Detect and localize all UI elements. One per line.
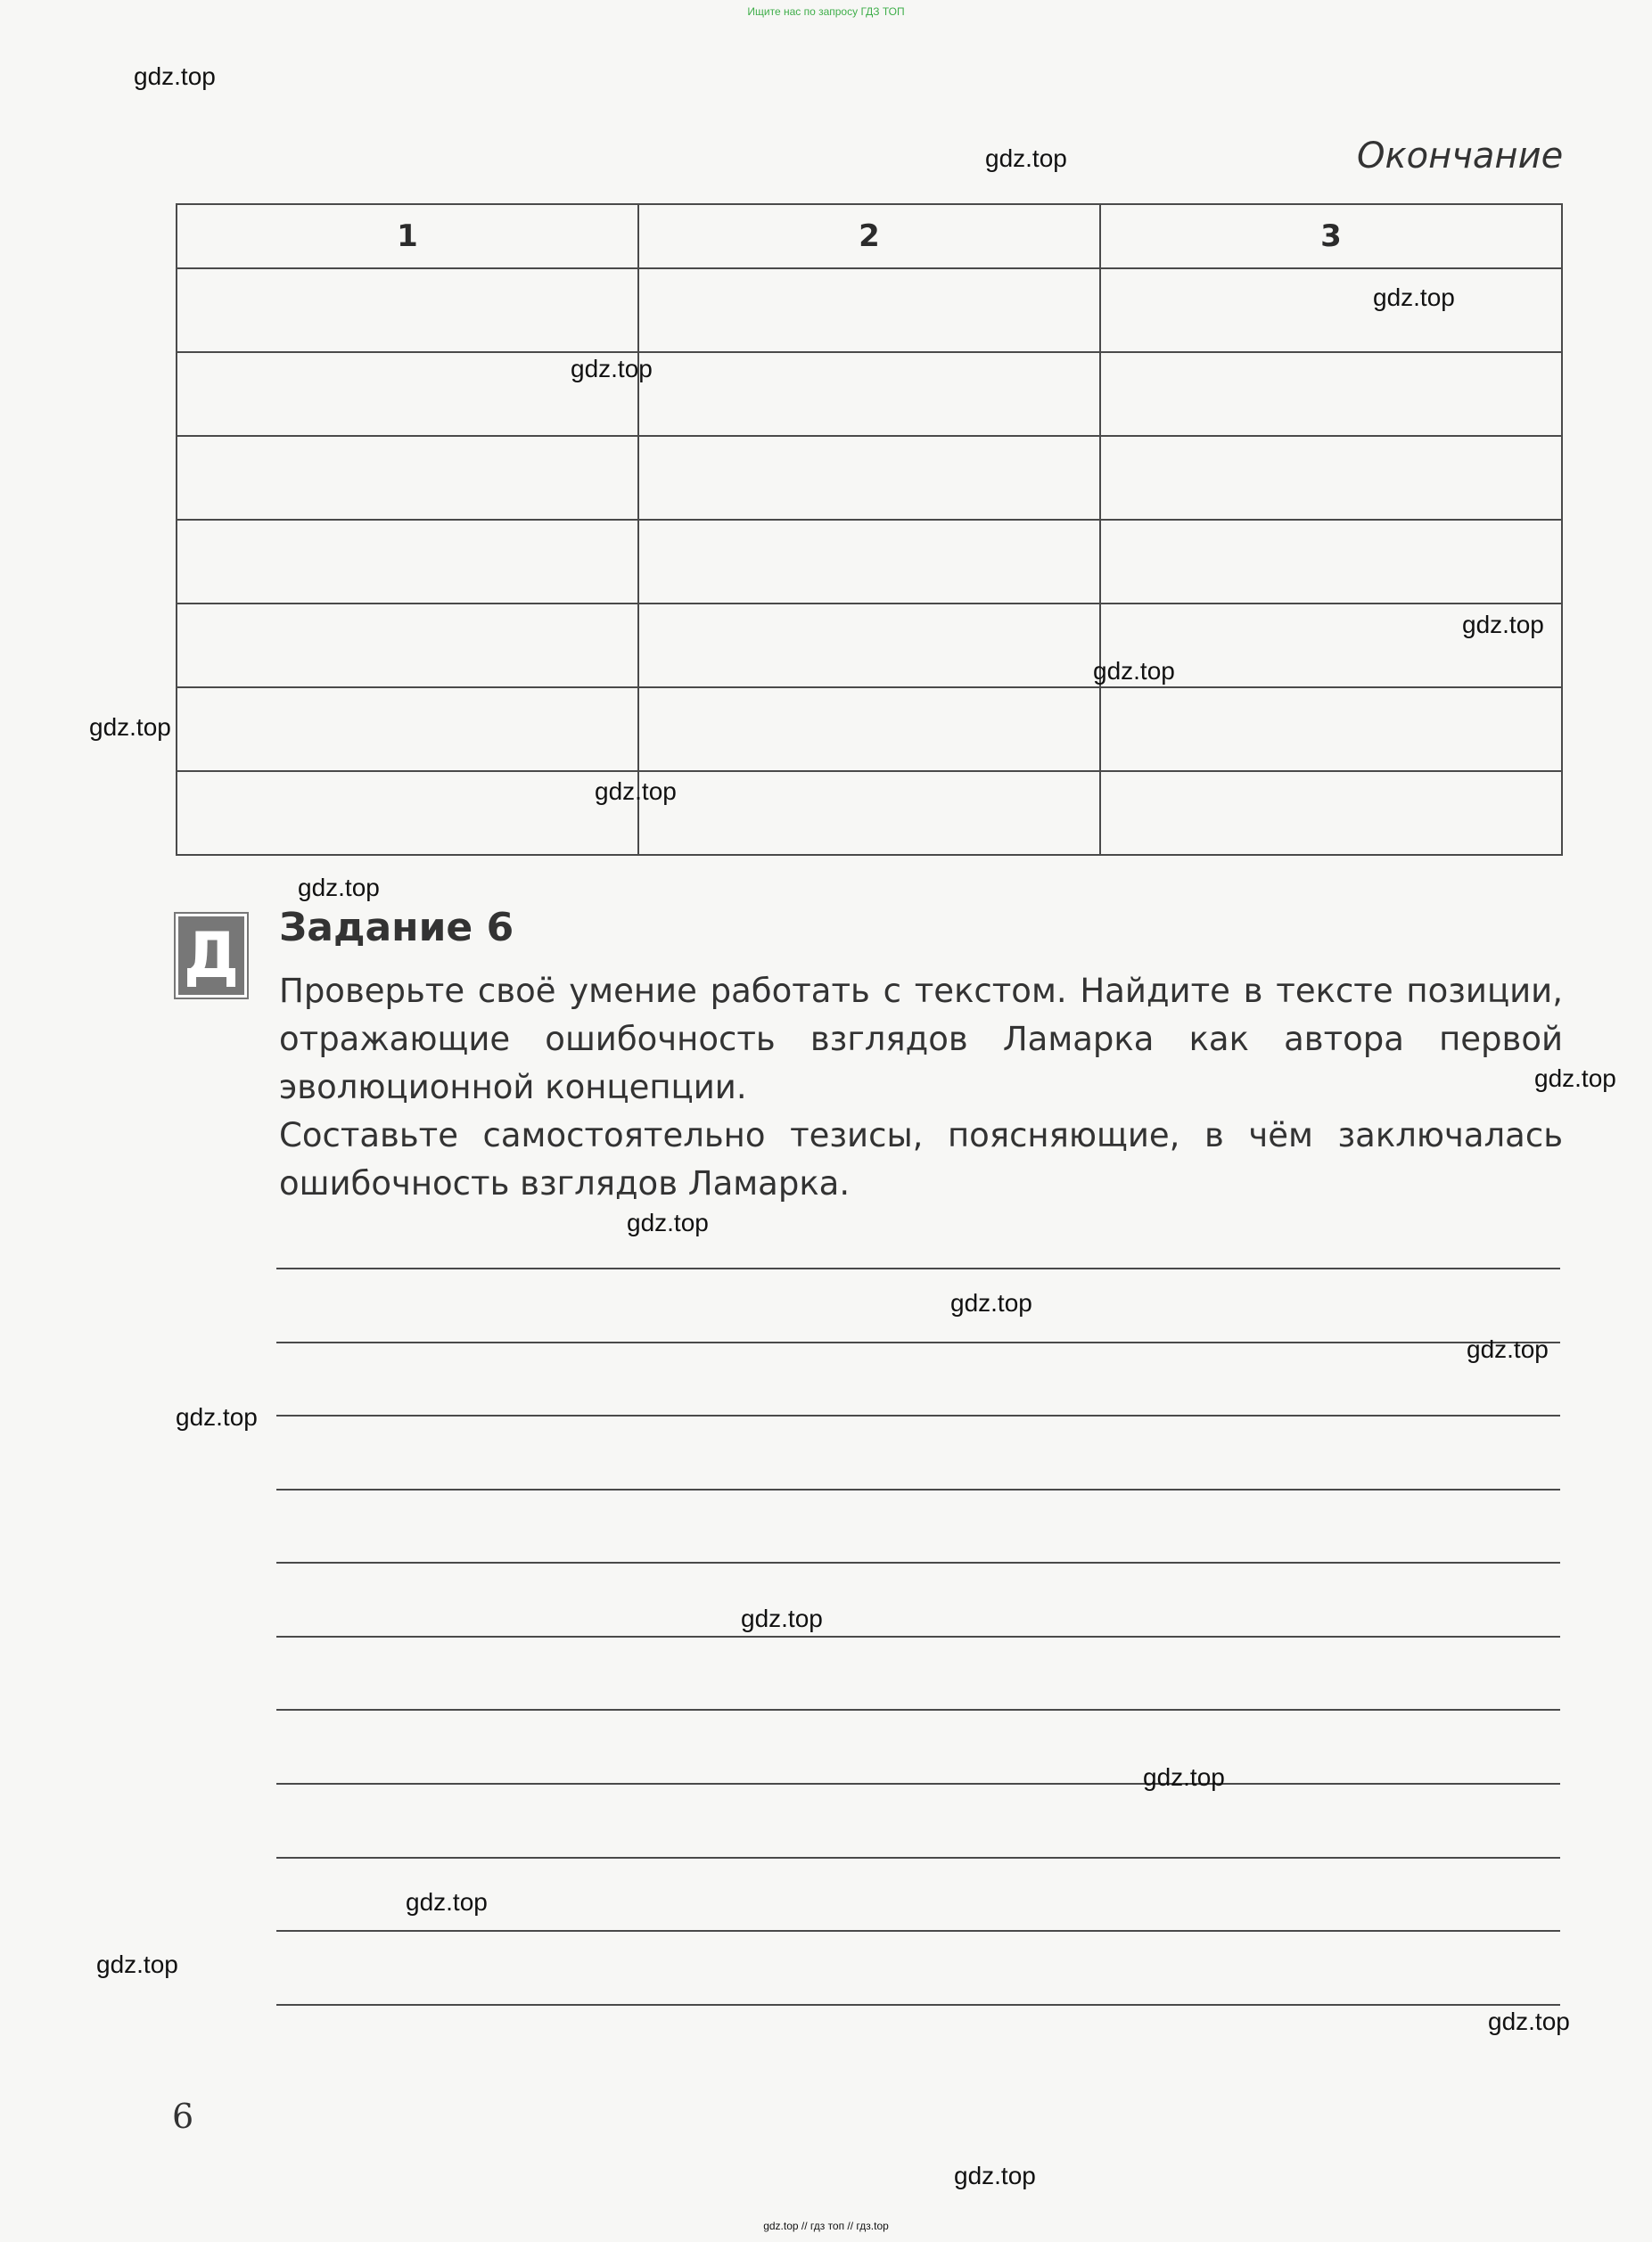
page-number: 6 <box>172 2097 194 2136</box>
table-cell[interactable] <box>1100 268 1562 352</box>
task-instruction-2: Составьте самостоятельно тезисы, поясняющие, в чём заключалась ошибочность взглядов Ламарка. <box>279 1116 1563 1203</box>
watermark: gdz.top <box>134 62 216 90</box>
answer-line[interactable] <box>276 1930 1560 1932</box>
watermark: gdz.top <box>627 1209 709 1236</box>
task-type-marker-icon: Д <box>176 914 247 998</box>
table-header-3: 3 <box>1100 204 1562 268</box>
table-cell[interactable] <box>177 771 638 855</box>
bottom-banner: gdz.top // гдз топ // гдз.top <box>763 2220 889 2232</box>
table-cell[interactable] <box>638 268 1100 352</box>
answer-table <box>176 203 1563 856</box>
answer-line[interactable] <box>276 1342 1560 1343</box>
table-row <box>177 268 1562 352</box>
watermark: gdz.top <box>298 874 380 901</box>
table-row <box>177 687 1562 771</box>
table-cell[interactable] <box>177 687 638 771</box>
answer-line[interactable] <box>276 1636 1560 1638</box>
watermark: gdz.top <box>1373 283 1455 311</box>
table-row <box>177 520 1562 604</box>
watermark: gdz.top <box>595 777 677 805</box>
watermark: gdz.top <box>1534 1064 1616 1092</box>
watermark: gdz.top <box>985 144 1067 172</box>
table-row <box>177 352 1562 436</box>
table-cell[interactable] <box>1100 352 1562 436</box>
answer-line[interactable] <box>276 1415 1560 1417</box>
watermark: gdz.top <box>89 713 171 741</box>
task-title: Задание 6 <box>279 905 514 950</box>
table-header-row <box>177 204 1562 268</box>
answer-line[interactable] <box>276 1857 1560 1859</box>
watermark: gdz.top <box>571 355 653 382</box>
watermark: gdz.top <box>954 2162 1036 2189</box>
table-row <box>177 771 1562 855</box>
table-cell[interactable] <box>638 771 1100 855</box>
table-cell[interactable] <box>177 268 638 352</box>
watermark: gdz.top <box>741 1605 823 1632</box>
watermark: gdz.top <box>1462 611 1544 638</box>
answer-line[interactable] <box>276 2004 1560 2006</box>
watermark: gdz.top <box>1467 1335 1549 1363</box>
table-cell[interactable] <box>177 436 638 520</box>
section-title: Окончание <box>1357 136 1564 177</box>
table-cell[interactable] <box>638 436 1100 520</box>
table-header-2: 2 <box>638 204 1100 268</box>
watermark: gdz.top <box>96 1950 178 1978</box>
table-cell[interactable] <box>638 520 1100 604</box>
watermark: gdz.top <box>1093 657 1175 685</box>
table-cell[interactable] <box>177 520 638 604</box>
table-cell[interactable] <box>1100 687 1562 771</box>
table-cell[interactable] <box>638 687 1100 771</box>
watermark: gdz.top <box>1488 2008 1570 2035</box>
task-instruction: Проверьте своё умение работать с текстом. Найдите в тексте позиции, отражающие ошибочность взглядов Ламарка как автора первой эволюционной концепции. <box>279 972 1563 1106</box>
table-header-1: 1 <box>177 204 638 268</box>
table-cell[interactable] <box>177 604 638 687</box>
answer-line[interactable] <box>276 1268 1560 1269</box>
table-cell[interactable] <box>1100 771 1562 855</box>
top-banner: Ищите нас по запросу ГДЗ ТОП <box>747 5 905 18</box>
table-cell[interactable] <box>1100 436 1562 520</box>
answer-line[interactable] <box>276 1562 1560 1564</box>
table-cell[interactable] <box>177 352 638 436</box>
watermark: gdz.top <box>1143 1763 1225 1791</box>
table-cell[interactable] <box>1100 520 1562 604</box>
watermark: gdz.top <box>406 1888 488 1916</box>
answer-line[interactable] <box>276 1783 1560 1785</box>
table-row <box>177 604 1562 687</box>
watermark: gdz.top <box>176 1403 258 1431</box>
table-cell[interactable] <box>638 604 1100 687</box>
answer-line[interactable] <box>276 1489 1560 1491</box>
table-row <box>177 436 1562 520</box>
table-cell[interactable] <box>638 352 1100 436</box>
answer-line[interactable] <box>276 1709 1560 1711</box>
watermark: gdz.top <box>950 1289 1032 1317</box>
